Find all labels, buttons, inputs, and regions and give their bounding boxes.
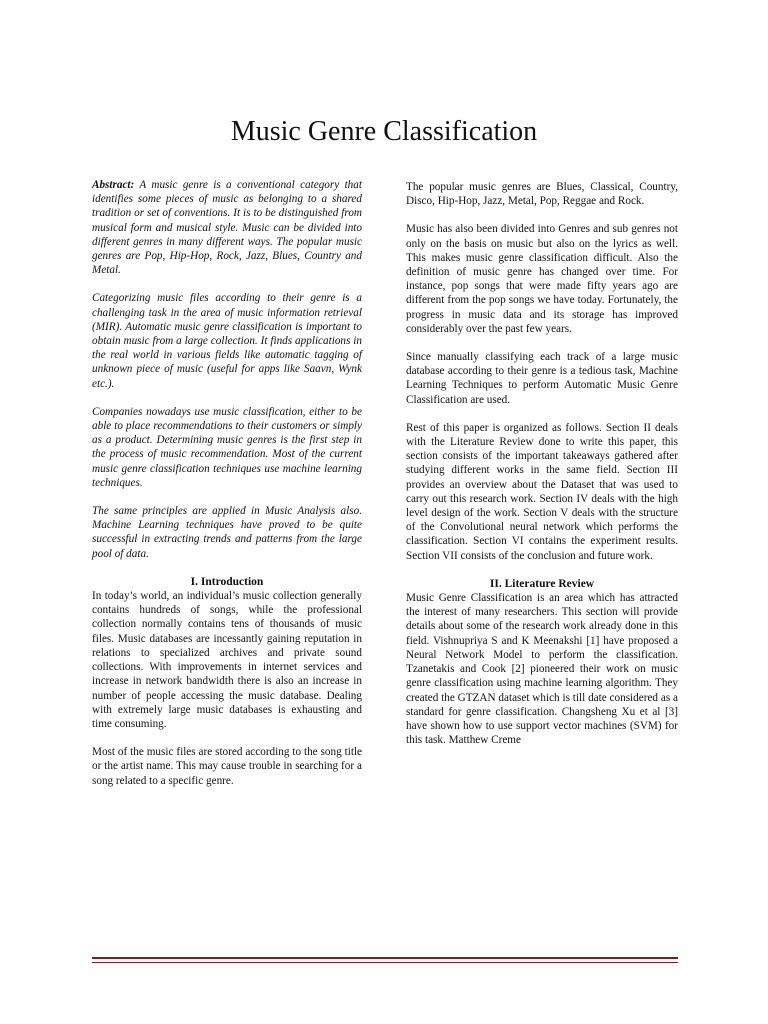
right-column	[406, 180, 678, 761]
abstract-text: A music genre is a conventional category that identifies some pieces of music as belonging to a shared tradition or set of conventions. It is to be distinguished from musical form and musical style. Music can be divided into different genres in many different ways. The popular music genres are Pop, Hip-Hop, Rock, Jazz, Blues, Country and Metal.	[92, 179, 362, 277]
subgenres-paragraph: Music has also been divided into Genres and sub genres not only on the basis on music but also on the lyrics as well. This makes music genre classification difficult. Also the definition of music genre has changed over time. For instance, pop songs that were made fifty years ago are different from the pop songs we have today. Fortunately, the progress in music data and its storage has improved considerably over the past few years.	[406, 223, 678, 335]
left-column	[92, 178, 362, 802]
paper-title: Music Genre Classification	[230, 116, 538, 147]
manual-classification-paragraph: Since manually classifying each track of a large music database according to their genre is a tedious task, Machine Learning Techniques to perform Automatic Music Genre Classification are used.	[406, 351, 678, 406]
abstract-label: Abstract:	[92, 179, 135, 191]
introduction-paragraph-1: In today’s world, an individual’s music collection generally contains hundreds of songs, while the professional collection normally contains tens of thousands of music files. Music databases are incessantly gaining reputation in relations to specialized archives and private sound collections. With improvements in internet services and increase in network bandwidth there is also an increase in number of people accessing the music database. Dealing with extremely large music databases is exhausting and time consuming.	[92, 590, 362, 730]
abstract-paragraph-2: Categorizing music files according to their genre is a challenging task in the area of music information retrieval (MIR). Automatic music genre classification is important to obtain music from a large collection. It finds applications in the real world in various fields like automatic tagging of unknown piece of music (useful for apps like Saavn, Wynk etc.).	[92, 292, 362, 390]
footer-rule-thin	[92, 962, 678, 963]
literature-review-paragraph: Music Genre Classification is an area which has attracted the interest of many researchers. This section will provide details about some of the research work already done in this field. Vishnupriya S and K Meenakshi [1] have proposed a Neural Network Model to perform the classification. Tzanetakis and Cook [2] pioneered their work on music genre classification using machine learning algorithm. They created the GTZAN dataset which is till date considered as a standard for genre classification. Changsheng Xu et al [3] have shown how to use support vector machines (SVM) for this task. Matthew Creme	[406, 592, 678, 747]
abstract-paragraph-3: Companies nowadays use music classification, either to be able to place recommendations to their customers or simply as a product. Determining music genres is the first step in the process of music recommendation. Most of the current music genre classification techniques use machine learning techniques.	[92, 405, 362, 489]
abstract-paragraph-4: The same principles are applied in Music Analysis also. Machine Learning techniques have proved to be quite successful in extracting trends and patterns from the large pool of data.	[92, 505, 362, 560]
literature-review-heading: II. Literature Review	[489, 577, 595, 590]
organization-paragraph: Rest of this paper is organized as follows. Section II deals with the Literature Review done to write this paper, this section consists of the important takeaways gathered after studying different works in the same field. Section III provides an overview about the Dataset that was used to carry out this research work. Section IV deals with the high level design of the work. Section V deals with the structure of the Convolutional neural network which performs the classification. Section VI contains the experiment results. Section VII consists of the conclusion and future work.	[406, 421, 678, 562]
abstract-paragraph	[92, 178, 362, 277]
introduction-heading: I. Introduction	[190, 575, 264, 588]
introduction-paragraph-2: Most of the music files are stored according to the song title or the artist name. This may cause trouble in searching for a song related to a specific genre.	[92, 746, 362, 787]
genres-paragraph: The popular music genres are Blues, Classical, Country, Disco, Hip-Hop, Jazz, Metal, Pop, Reggae and Rock.	[406, 181, 678, 208]
footer-rule-thick	[92, 957, 678, 959]
